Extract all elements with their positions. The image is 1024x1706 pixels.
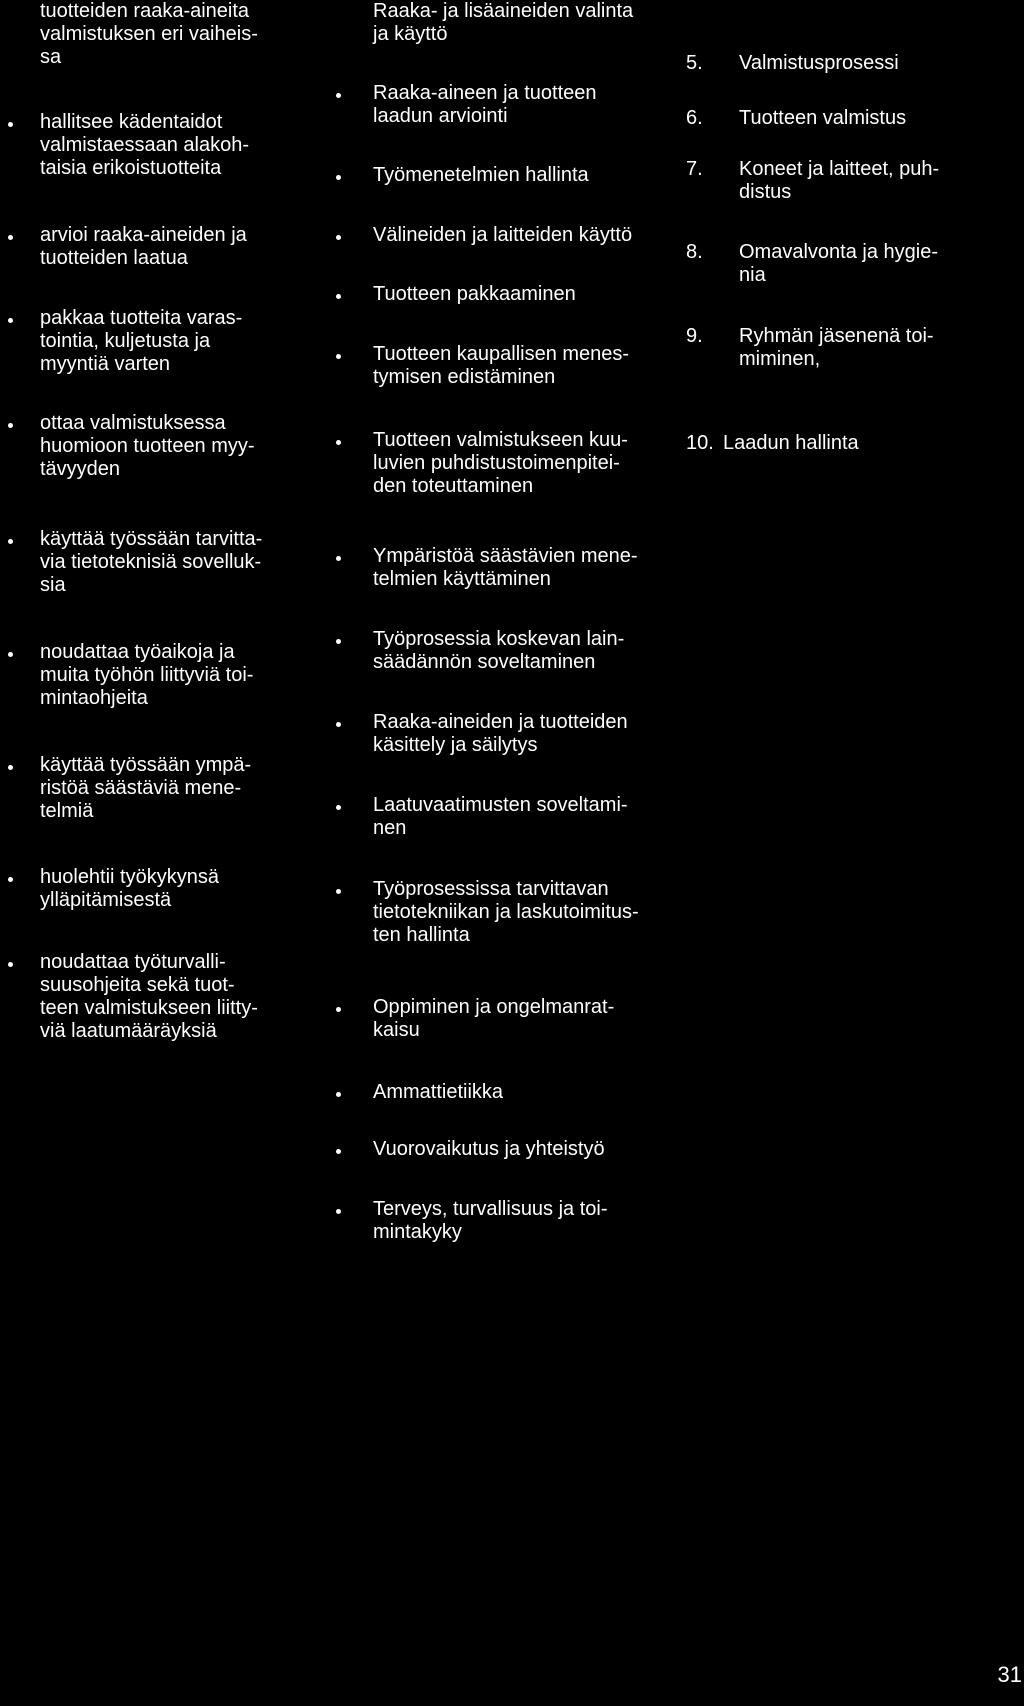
target-item: Terveys, turvallisuus ja toi- mintakyky <box>373 1198 608 1243</box>
area-item: Tuotteen valmistus <box>739 107 907 129</box>
skill-item: arvioi raaka-aineiden ja tuotteiden laatua <box>40 224 247 269</box>
target-item: Raaka-aineiden ja tuotteiden käsittely ja säilytys <box>373 711 628 756</box>
skill-item: pakkaa tuotteita varas- tointia, kuljetusta ja myyntiä varten <box>40 307 243 375</box>
bullet-icon <box>336 805 341 810</box>
target-item: Oppiminen ja ongelmanrat- kaisu <box>373 996 615 1041</box>
area-number: 9. <box>686 325 703 347</box>
area-number: 6. <box>686 107 703 129</box>
skill-item: käyttää työssään tarvitta- via tietoteknisiä sovelluk- sia <box>40 528 263 596</box>
bullet-icon <box>336 722 341 727</box>
area-item: Laadun hallinta <box>723 432 859 454</box>
bullet-icon <box>336 440 341 445</box>
bullet-icon <box>336 93 341 98</box>
page-number: 31 <box>997 1662 1022 1687</box>
target-item: Tuotteen kaupallisen menes- tymisen edistäminen <box>373 343 630 388</box>
bullet-icon <box>336 1149 341 1154</box>
bullet-icon <box>336 1209 341 1214</box>
target-item: Laatuvaatimusten soveltami- nen <box>373 794 628 839</box>
target-item: Vuorovaikutus ja yhteistyö <box>373 1138 605 1160</box>
area-item: Koneet ja laitteet, puh- distus <box>739 158 940 203</box>
target-item: Työmenetelmien hallinta <box>373 164 589 186</box>
bullet-icon <box>8 122 13 127</box>
bullet-icon <box>336 889 341 894</box>
skill-item: noudattaa työturvalli- suusohjeita sekä tuot- teen valmistukseen liitty- viä laatumääräyksiä <box>40 951 258 1042</box>
target-item: Ympäristöä säästävien mene- telmien käyttäminen <box>373 545 638 590</box>
bullet-icon <box>336 175 341 180</box>
bullet-icon <box>336 354 341 359</box>
bullet-icon <box>336 556 341 561</box>
target-item: Ammattietiikka <box>373 1081 504 1103</box>
target-item: Tuotteen pakkaaminen <box>373 283 576 305</box>
bullet-icon <box>8 962 13 967</box>
area-number: 7. <box>686 158 703 180</box>
bullet-icon <box>336 1007 341 1012</box>
skills-intro-text: tuotteiden raaka-aineita valmistuksen eri vaiheis- sa <box>40 0 258 68</box>
bullet-icon <box>8 765 13 770</box>
bullet-icon <box>336 639 341 644</box>
target-item: Raaka-aineen ja tuotteen laadun arviointi <box>373 82 597 127</box>
area-item: Ryhmän jäsenenä toi- miminen, <box>739 325 934 370</box>
area-number: 5. <box>686 52 703 74</box>
target-item: Tuotteen valmistukseen kuu- luvien puhdistustoimenpitei- den toteuttaminen <box>373 429 628 497</box>
area-number: 10. <box>686 432 714 454</box>
target-item: Työprosessissa tarvittavan tietotekniikan ja laskutoimitus- ten hallinta <box>373 878 639 946</box>
bullet-icon <box>336 294 341 299</box>
bullet-icon <box>8 877 13 882</box>
skill-item: noudattaa työaikoja ja muita työhön liittyviä toi- mintaohjeita <box>40 641 254 709</box>
area-number: 8. <box>686 241 703 263</box>
bullet-icon <box>8 423 13 428</box>
target-item: Välineiden ja laitteiden käyttö <box>373 224 633 246</box>
skill-item: hallitsee kädentaidot valmistaessaan alakoh- taisia erikoistuotteita <box>40 111 249 179</box>
bullet-icon <box>336 1092 341 1097</box>
skill-item: ottaa valmistuksessa huomioon tuotteen myy- tävyyden <box>40 412 255 480</box>
bullet-icon <box>336 235 341 240</box>
bullet-icon <box>8 652 13 657</box>
bullet-icon <box>8 235 13 240</box>
bullet-icon <box>8 539 13 544</box>
skill-item: huolehtii työkykynsä ylläpitämisestä <box>40 866 219 911</box>
area-item: Valmistusprosessi <box>739 52 899 74</box>
targets-intro-text: Raaka- ja lisäaineiden valinta ja käyttö <box>373 0 634 45</box>
target-item: Työprosessia koskevan lain- säädännön soveltaminen <box>373 628 625 673</box>
skill-item: käyttää työssään ympä- ristöä säästäviä mene- telmiä <box>40 754 252 822</box>
area-item: Omavalvonta ja hygie- nia <box>739 241 938 286</box>
bullet-icon <box>8 318 13 323</box>
